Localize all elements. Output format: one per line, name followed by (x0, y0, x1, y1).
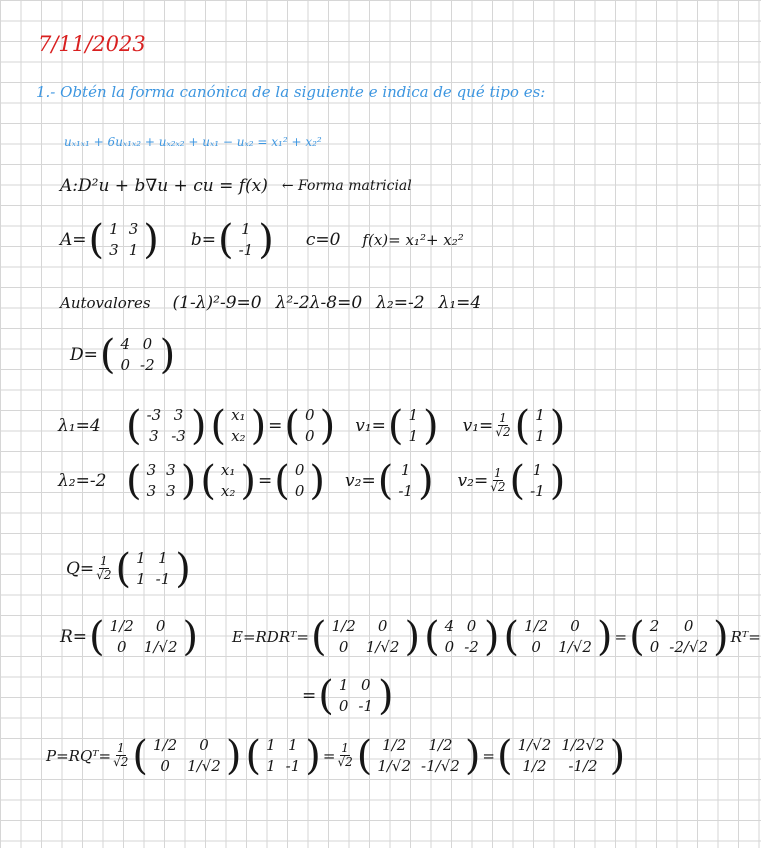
matrix-cell: 3 (109, 240, 119, 259)
matrix-cell: 0 (294, 481, 305, 500)
matrix-cell: 1/2 (109, 617, 134, 635)
left-paren: ( (132, 732, 149, 779)
P-equals-2: = (482, 746, 495, 765)
E-tail: Rᵀ= (730, 627, 761, 646)
f-value: f(x)= x₁²+ x₂² (362, 230, 464, 249)
matrix-cell: x₁ (231, 406, 246, 424)
matrix-cell: 3 (149, 426, 159, 445)
left-paren: ( (424, 613, 440, 660)
matrix-cell: -1/2 (568, 756, 598, 775)
left-paren: ( (200, 457, 216, 504)
matrix-cell: 1 (408, 426, 419, 445)
left-paren: ( (387, 402, 404, 449)
left-paren: ( (514, 402, 531, 449)
lambda-2-unknowns (200, 457, 257, 504)
matrix-cell: -1 (238, 240, 254, 259)
E-line (232, 613, 761, 660)
matrix-cell: -2 (140, 355, 155, 374)
left-paren: ( (217, 216, 234, 263)
lambda-2-equals: = (258, 470, 273, 491)
v1-label: v₁= (355, 415, 386, 436)
P-fraction-2: $\frac{1}{√2}$ (337, 741, 353, 770)
E-matrix-R (311, 613, 421, 660)
Q-label: Q= (66, 558, 95, 579)
matrix-cell: 3 (166, 481, 176, 500)
matrix-Q (115, 545, 191, 592)
matrix-cell: 0 (305, 426, 315, 445)
matrix-cell: -1 (155, 569, 171, 588)
matrix-cell: -1/√2 (421, 756, 460, 775)
lambda-2-zero (274, 457, 326, 504)
matrix-cell: 0 (338, 696, 349, 715)
matrix-cell: 3 (146, 461, 157, 479)
matrix-cell: 3 (166, 461, 176, 479)
right-paren: ) (417, 457, 434, 504)
matrix-cell: 1 (136, 569, 146, 588)
left-paren: ( (497, 732, 513, 779)
matrix-cell: 1/2 (153, 736, 178, 754)
R-label: R= (60, 626, 88, 647)
left-paren: ( (126, 402, 142, 449)
parameters-line (60, 216, 464, 263)
date: 7/11/2023 (38, 32, 146, 56)
right-paren: ) (250, 402, 267, 449)
v2-label: v₂= (345, 470, 376, 491)
left-paren: ( (356, 732, 373, 779)
matrix-cell: 0 (531, 637, 541, 656)
matrix-cell: 0 (444, 637, 455, 656)
matrix-cell: 0 (116, 637, 127, 656)
lambda-1-system-matrix (126, 402, 207, 449)
matrix-cell: 1 (532, 461, 543, 479)
matrix-cell: 0 (305, 406, 315, 424)
right-paren: ) (240, 457, 257, 504)
matrix-cell: 1 (158, 549, 168, 567)
exercise-heading: 1.- Obtén la forma canónica de la siguiente e indica de qué tipo es: (36, 83, 546, 101)
general-form-note: ← Forma matricial (281, 178, 412, 194)
lambda-1-value: λ₁=4 (438, 293, 482, 313)
matrix-cell: 0 (360, 676, 371, 694)
matrix-cell: 1 (408, 406, 419, 424)
right-paren: ) (175, 545, 191, 592)
left-paren: ( (89, 613, 105, 660)
matrix-cell: -3 (171, 426, 186, 445)
v1-normalized-label: v₁= (462, 415, 494, 436)
right-paren: ) (182, 613, 199, 660)
P-matrix-product (356, 732, 481, 779)
matrix-D (99, 331, 176, 378)
A-label: A= (60, 229, 87, 250)
right-paren: ) (305, 732, 321, 779)
general-form: A:D²u + b∇u + cu = f(x) (60, 176, 268, 196)
pde-equation: uₓ₁ₓ₁ + 6uₓ₁ₓ₂ + uₓ₂ₓ₂ + uₓ₁ − uₓ₂ = x₁² + x₂² (64, 135, 322, 149)
matrix-cell: 0 (338, 637, 349, 656)
matrix-cell: 1 (266, 756, 276, 775)
matrix-cell: 3 (146, 481, 157, 500)
right-paren: ) (483, 613, 500, 660)
left-paren: ( (503, 613, 520, 660)
matrix-cell: -1 (530, 481, 545, 500)
right-paren: ) (190, 402, 207, 449)
v1-vector (387, 402, 439, 449)
matrix-cell: x₁ (220, 461, 236, 479)
matrix-cell: 0 (142, 335, 153, 353)
D-line (70, 331, 177, 378)
lambda-2-value: λ₂=-2 (376, 293, 425, 313)
lambda-1-unknowns (210, 402, 267, 449)
matrix-cell: 4 (444, 617, 455, 635)
lambda-1-zero (284, 402, 336, 449)
lambda-2-label: λ₂=-2 (58, 470, 107, 491)
right-paren: ) (258, 216, 274, 263)
right-paren: ) (378, 672, 394, 719)
v1-normalized-vector (514, 402, 566, 449)
matrix-A (88, 216, 159, 263)
matrix-cell: 2 (649, 617, 660, 635)
P-matrix-result (497, 732, 626, 779)
v1-fraction: $\frac{1}{√2}$ (495, 411, 511, 440)
matrix-cell: -1 (398, 481, 413, 500)
matrix-cell: 1 (400, 461, 411, 479)
lambda-2-row (58, 457, 567, 504)
left-paren: ( (274, 457, 290, 504)
P-matrix-R (132, 732, 242, 779)
matrix-cell: 0 (120, 355, 131, 374)
matrix-cell: 4 (120, 335, 131, 353)
left-paren: ( (629, 613, 645, 660)
matrix-cell: 1/√2 (143, 637, 178, 656)
P-line (46, 732, 627, 779)
E-equals: = (614, 627, 628, 646)
matrix-cell: 0 (199, 736, 209, 754)
matrix-cell: 0 (160, 756, 170, 775)
matrix-cell: 0 (570, 617, 580, 635)
right-paren: ) (423, 402, 439, 449)
matrix-cell: -3 (146, 406, 162, 424)
right-paren: ) (159, 331, 176, 378)
E-final-matrix (318, 672, 394, 719)
matrix-cell: 1 (288, 736, 298, 754)
left-paren: ( (318, 672, 334, 719)
left-paren: ( (210, 402, 227, 449)
matrix-cell: -2 (464, 637, 479, 656)
left-paren: ( (115, 545, 132, 592)
right-paren: ) (609, 732, 626, 779)
matrix-cell: 0 (155, 617, 166, 635)
P-equals: = (322, 746, 336, 765)
left-paren: ( (377, 457, 394, 504)
R-line (60, 613, 200, 660)
lambda-1-label: λ₁=4 (58, 415, 101, 436)
v2-fraction: $\frac{1}{√2}$ (490, 466, 506, 495)
matrix-cell: 3 (128, 220, 139, 238)
b-label: b= (190, 229, 216, 250)
E-final-line (302, 672, 396, 719)
lambda-2-system-matrix (126, 457, 197, 504)
matrix-R (89, 613, 199, 660)
matrix-cell: x₂ (220, 481, 236, 500)
left-paren: ( (99, 331, 116, 378)
right-paren: ) (713, 613, 729, 660)
char-poly-expanded: λ²-2λ-8=0 (275, 293, 363, 313)
right-paren: ) (549, 402, 566, 449)
left-paren: ( (245, 732, 262, 779)
Q-line (66, 545, 193, 592)
E-matrix-D (424, 613, 500, 660)
right-paren: ) (309, 457, 326, 504)
v2-vector (377, 457, 434, 504)
matrix-cell: 1 (535, 406, 545, 424)
matrix-cell: 1 (266, 736, 276, 754)
v2-normalized-label: v₂= (457, 470, 489, 491)
char-poly: (1-λ)²-9=0 (172, 293, 262, 313)
matrix-cell: 1 (241, 220, 251, 238)
matrix-cell: 1/2 (522, 756, 547, 775)
matrix-cell: 1 (136, 549, 146, 567)
matrix-cell: 1/2 (382, 736, 407, 754)
left-paren: ( (126, 457, 142, 504)
matrix-cell: 0 (466, 617, 477, 635)
general-form-line (60, 176, 412, 196)
right-paren: ) (143, 216, 159, 263)
matrix-cell: 3 (173, 406, 184, 424)
matrix-cell: -1 (285, 756, 301, 775)
left-paren: ( (311, 613, 327, 660)
E-label: E=RDRᵀ= (232, 627, 309, 646)
right-paren: ) (180, 457, 197, 504)
matrix-cell: 1/2 (428, 736, 453, 754)
matrix-cell: 1/√2 (377, 756, 412, 775)
P-matrix-QT (245, 732, 321, 779)
eigenvalues-label: Autovalores (60, 294, 151, 312)
E-result (629, 613, 729, 660)
matrix-cell: 1/2√2 (561, 736, 605, 754)
right-paren: ) (596, 613, 613, 660)
right-paren: ) (549, 457, 566, 504)
v2-normalized-vector (509, 457, 566, 504)
matrix-cell: -2/√2 (669, 637, 709, 656)
matrix-cell: 1/√2 (365, 637, 400, 656)
matrix-cell: -1 (358, 696, 374, 715)
left-paren: ( (509, 457, 526, 504)
Q-fraction: $\frac{1}{√2}$ (96, 554, 112, 583)
matrix-cell: 1/√2 (558, 637, 592, 656)
E-final-equals: = (302, 685, 317, 706)
matrix-cell: 1 (338, 676, 349, 694)
matrix-cell: 1 (535, 426, 545, 445)
D-label: D= (70, 344, 98, 365)
matrix-cell: 1/2 (331, 617, 356, 635)
vector-b (217, 216, 274, 263)
matrix-cell: 1/√2 (187, 756, 221, 775)
matrix-cell: 0 (683, 617, 694, 635)
E-matrix-RT (503, 613, 613, 660)
matrix-cell: 1 (128, 240, 139, 259)
matrix-cell: x₂ (231, 426, 246, 445)
left-paren: ( (284, 402, 301, 449)
right-paren: ) (404, 613, 421, 660)
matrix-cell: 1/√2 (517, 736, 552, 754)
lambda-1-equals: = (268, 415, 283, 436)
left-paren: ( (88, 216, 105, 263)
right-paren: ) (319, 402, 336, 449)
matrix-cell: 0 (294, 461, 305, 479)
right-paren: ) (464, 732, 481, 779)
P-label: P=RQᵀ= (46, 746, 112, 765)
eigenvalues-line (60, 293, 481, 313)
P-fraction: $\frac{1}{√2}$ (113, 741, 129, 770)
right-paren: ) (225, 732, 242, 779)
matrix-cell: 1 (109, 220, 119, 238)
matrix-cell: 0 (649, 637, 660, 656)
lambda-1-row (58, 402, 567, 449)
c-value: c=0 (305, 229, 341, 250)
matrix-cell: 1/2 (524, 617, 549, 635)
matrix-cell: 0 (377, 617, 388, 635)
